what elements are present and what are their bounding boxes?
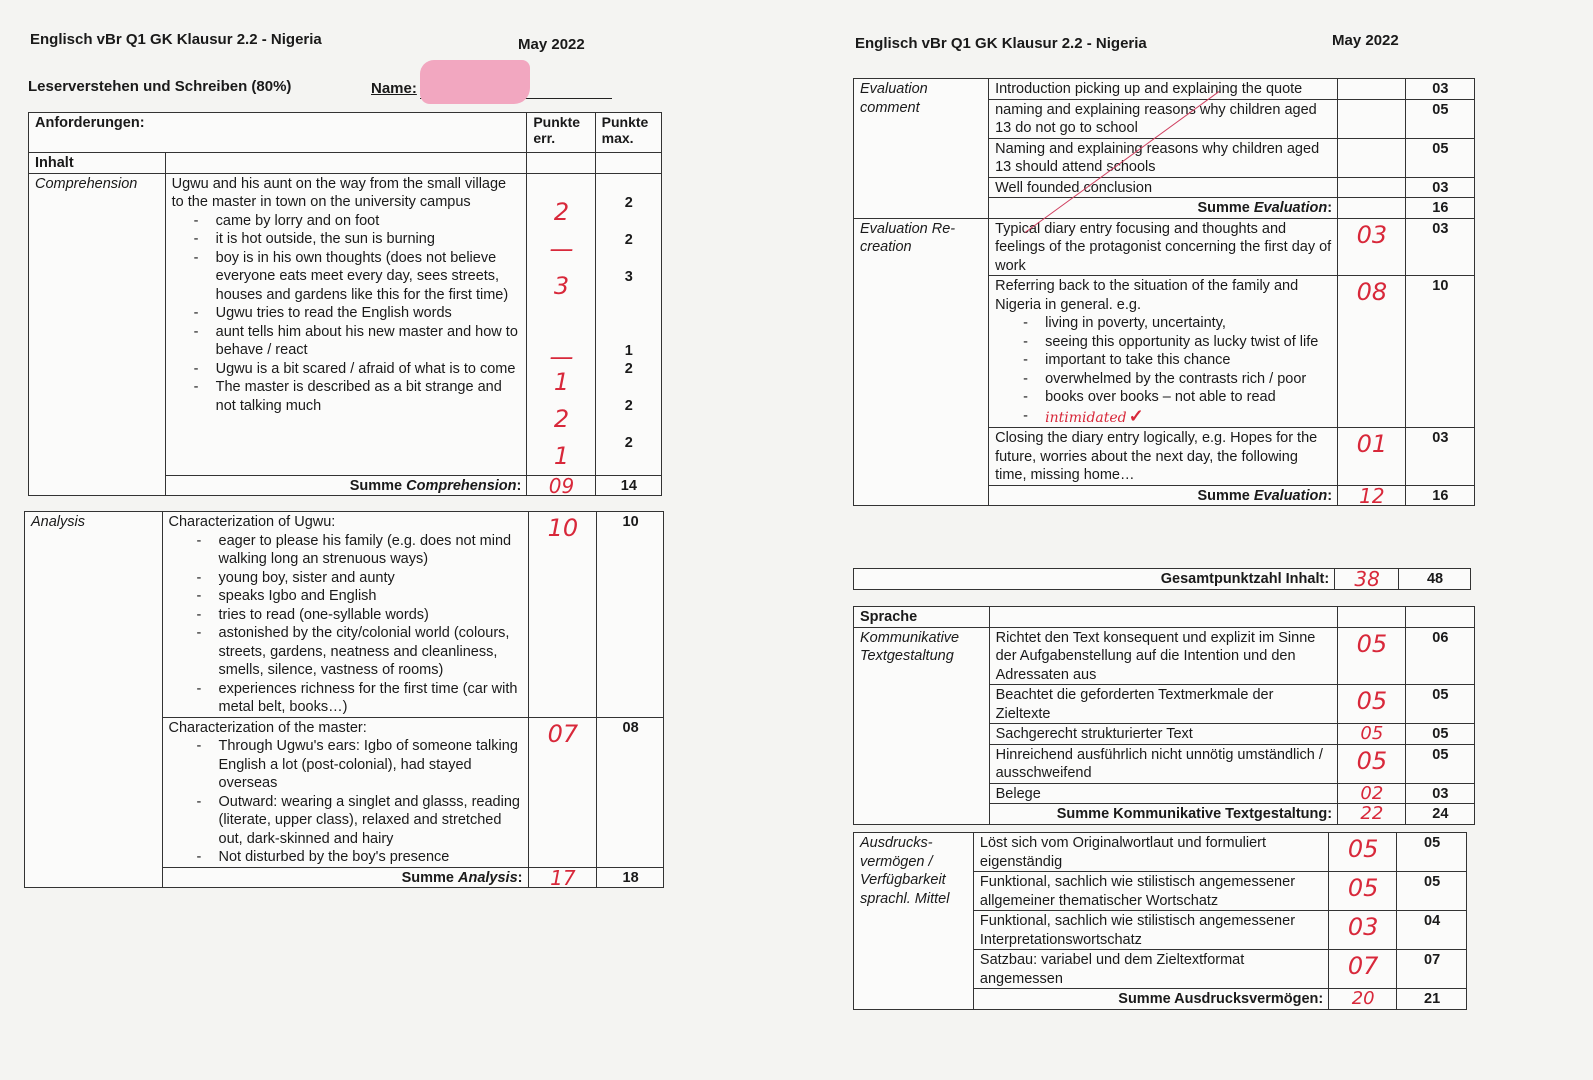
total-content-err: 38: [1335, 569, 1399, 590]
name-label: Name:: [371, 80, 417, 97]
comprehension-sum-err: 09: [527, 475, 595, 496]
category-ausdrucksvermoegen: Ausdrucks-vermögen / Verfügbarkeit sprachl. Mittel: [854, 833, 974, 1010]
criterion: Funktional, sachlich wie stilistisch angemessener allgemeiner thematischer Wortschatz: [973, 872, 1328, 911]
category-analysis: Analysis: [25, 512, 163, 888]
sprache-table: Sprache Kommunikative Textgestaltung Richtet den Text konsequent und explizit im Sinne der Aufgabenstellung auf die Intention und den Adressaten aus 05 06 Beachtet die geforderten Textmerkmale der Zieltexte 05 05 Sachgerecht strukturierter Text 05 05 Hinreichend ausführlich nicht unnötig umständlich / ausschweifend 05 05 Belege 02 03 Summe Kommunikative Textgestaltung: 22 24: [853, 606, 1475, 825]
exam-subtitle: Leserverstehen und Schreiben (80%): [28, 78, 292, 95]
criterion: - The master is described as a bit strange and not talking much: [194, 378, 522, 415]
exam-date-right: May 2022: [1332, 32, 1399, 49]
category-evaluation-recreation: Evaluation Re-creation: [854, 218, 989, 506]
master-criteria: Characterization of the master: - Through Ugwu's ears: Igbo of someone talking English a lot (post-colonial), had stayed overseas - Outward: wearing a singlet and glasss, reading (literate, upper class), relaxed and stretched out, dark-skinned and hairy - Not disturbed by the boy's presence: [162, 717, 528, 867]
category-kommunikative: Kommunikative Textgestaltung: [854, 627, 990, 824]
comprehension-sum-label: Summe Comprehension:: [165, 475, 527, 496]
ausdruck-sum-max: 21: [1397, 989, 1467, 1010]
checkmark-icon: ✓: [1128, 405, 1144, 426]
category-comprehension: Comprehension: [29, 173, 166, 496]
comprehension-max-scores: 2 2 3 1 2 2 2: [595, 173, 661, 475]
eval-recreation-sum-err: 12: [1338, 485, 1406, 506]
criterion: Funktional, sachlich wie stilistisch angemessener Interpretationswortschatz: [973, 911, 1328, 950]
evaluation-table: Evaluation comment Introduction picking up and explaining the quote 03 naming and explaining reasons why children aged 13 do not go to school 05 Naming and explaining reasons why children aged 13 should attend schools 05 Well founded conclusion 03 Summe Evaluation: 16 Evaluation Re-creation Typical diary entry focusing and thoughts and feelings of the protagonist concerning the first day of work 03 03 Referring back to the situation of the family and Nigeria in general. e.g. - living in poverty, uncertainty, - seeing this opportunity as lucky twist of life - important to take this chance - overwhelmed by the contrasts rich / poor - books over books – not able to read - intimidated ✓ 08 10 Closing the diary entry logically, e.g. Hopes for the future, worries about the next day, the following time, missing home… 01 03 Summe Evaluation: 12 16: [853, 78, 1475, 506]
criterion: Löst sich vom Originalwortlaut und formuliert eigenständig: [973, 833, 1328, 872]
eval-comment-sum-label: Summe Evaluation:: [989, 198, 1338, 219]
recreation-item2: Referring back to the situation of the family and Nigeria in general. e.g. - living in poverty, uncertainty, - seeing this opportunity as lucky twist of life - important to take this chance - overwhelmed by the contrasts rich / poor - books over books – not able to read - intimidated ✓: [989, 276, 1338, 428]
sprache-sum-max: 24: [1405, 804, 1474, 825]
criterion: Sachgerecht strukturierter Text: [989, 724, 1337, 745]
exam-title: Englisch vBr Q1 GK Klausur 2.2 - Nigeria: [30, 31, 322, 48]
recreation-item3-err: 01: [1338, 428, 1406, 486]
comprehension-err-scores: 2 — 3 — 1 2 1: [527, 173, 595, 475]
comprehension-intro: Ugwu and his aunt on the way from the small village to the master in town on the university campus: [171, 175, 507, 210]
criterion: - Ugwu tries to read the English words: [194, 304, 522, 323]
criterion: - Ugwu is a bit scared / afraid of what is to come: [194, 360, 522, 379]
criterion: Richtet den Text konsequent und explizit im Sinne der Aufgabenstellung auf die Intention und den Adressaten aus: [989, 627, 1337, 685]
recreation-item1-err: 03: [1338, 218, 1406, 276]
requirements-header: Anforderungen:: [29, 113, 527, 153]
total-content-max: 48: [1399, 569, 1471, 590]
criterion: - aunt tells him about his new master and how to behave / react: [194, 323, 522, 360]
exam-title-right: Englisch vBr Q1 GK Klausur 2.2 - Nigeria: [855, 35, 1147, 52]
master-max: 08: [597, 717, 664, 867]
eval-recreation-sum-label: Summe Evaluation:: [989, 485, 1338, 506]
criterion: Belege: [989, 783, 1337, 804]
recreation-item2-err: 08: [1338, 276, 1406, 428]
sprache-sum-label: Summe Kommunikative Textgestaltung:: [989, 804, 1337, 825]
total-content-table: [853, 568, 1471, 590]
criterion: - it is hot outside, the sun is burning: [194, 230, 522, 249]
comprehension-sum-max: 14: [595, 475, 661, 496]
eval-comment-sum-max: 16: [1405, 198, 1474, 219]
sprache-sum-err: 22: [1338, 804, 1406, 825]
criterion: - boy is in his own thoughts (does not believe everyone eats meet every day, sees streets, houses and gardens like this for the first time): [194, 249, 522, 305]
criterion: Hinreichend ausführlich nicht unnötig umständlich / ausschweifend: [989, 744, 1337, 783]
criterion: Introduction picking up and explaining the quote: [989, 79, 1338, 100]
ugwu-err: 10: [528, 512, 597, 718]
criterion: Beachtet die geforderten Textmerkmale der Zieltexte: [989, 685, 1337, 724]
analysis-sum-max: 18: [597, 867, 664, 888]
category-evaluation-comment: Evaluation comment: [854, 79, 989, 219]
criterion: Closing the diary entry logically, e.g. Hopes for the future, worries about the next day, the following time, missing home…: [989, 428, 1338, 486]
ausdruck-sum-label: Summe Ausdrucksvermögen:: [973, 989, 1328, 1010]
ausdruck-table: Ausdrucks-vermögen / Verfügbarkeit sprachl. Mittel Löst sich vom Originalwortlaut und formuliert eigenständig 05 05 Funktional, sachlich wie stilistisch angemessener allgemeiner thematischer Wortschatz 05 05 Funktional, sachlich wie stilistisch angemessener Interpretationswortschatz 03 04 Satzbau: variabel und dem Zieltextformat angemessen 07 07 Summe Ausdrucksvermögen: 20 21: [853, 832, 1467, 1010]
analysis-table: [24, 511, 664, 888]
err-header: Punkte err.: [527, 113, 595, 153]
section-inhalt: Inhalt: [29, 153, 166, 174]
criterion: Typical diary entry focusing and thoughts and feelings of the protagonist concerning the first day of work: [989, 218, 1338, 276]
ugwu-criteria: Characterization of Ugwu: - eager to please his family (e.g. does not mind walking long an strenuous ways) - young boy, sister and aunty - speaks Igbo and English - tries to read (one-syllable words) - astonished by the city/colonial world (colours, streets, gardens, neatness and cleanliness, smells, silence, vastness of rooms) - experiences richness for the first time (car with metal belt, books…): [162, 512, 528, 718]
ugwu-max: 10: [597, 512, 664, 718]
max-header: Punkte max.: [595, 113, 661, 153]
criterion: Well founded conclusion: [989, 177, 1338, 198]
analysis-sum-err: 17: [528, 867, 597, 888]
handwritten-note: intimidated: [1045, 409, 1127, 426]
criterion: Naming and explaining reasons why children aged 13 should attend schools: [989, 138, 1338, 177]
comprehension-table: [28, 112, 662, 496]
section-sprache: Sprache: [854, 607, 990, 628]
comprehension-criteria: [165, 173, 527, 475]
master-err: 07: [528, 717, 597, 867]
criterion: - came by lorry and on foot: [194, 212, 522, 231]
ausdruck-sum-err: 20: [1329, 989, 1397, 1010]
name-redaction: [420, 60, 530, 104]
criterion: naming and explaining reasons why children aged 13 do not go to school: [989, 99, 1338, 138]
analysis-sum-label: Summe Analysis:: [162, 867, 528, 888]
criterion: Satzbau: variabel und dem Zieltextformat angemessen: [973, 950, 1328, 989]
exam-date: May 2022: [518, 36, 585, 53]
total-content-label: Gesamtpunktzahl Inhalt:: [854, 569, 1335, 590]
